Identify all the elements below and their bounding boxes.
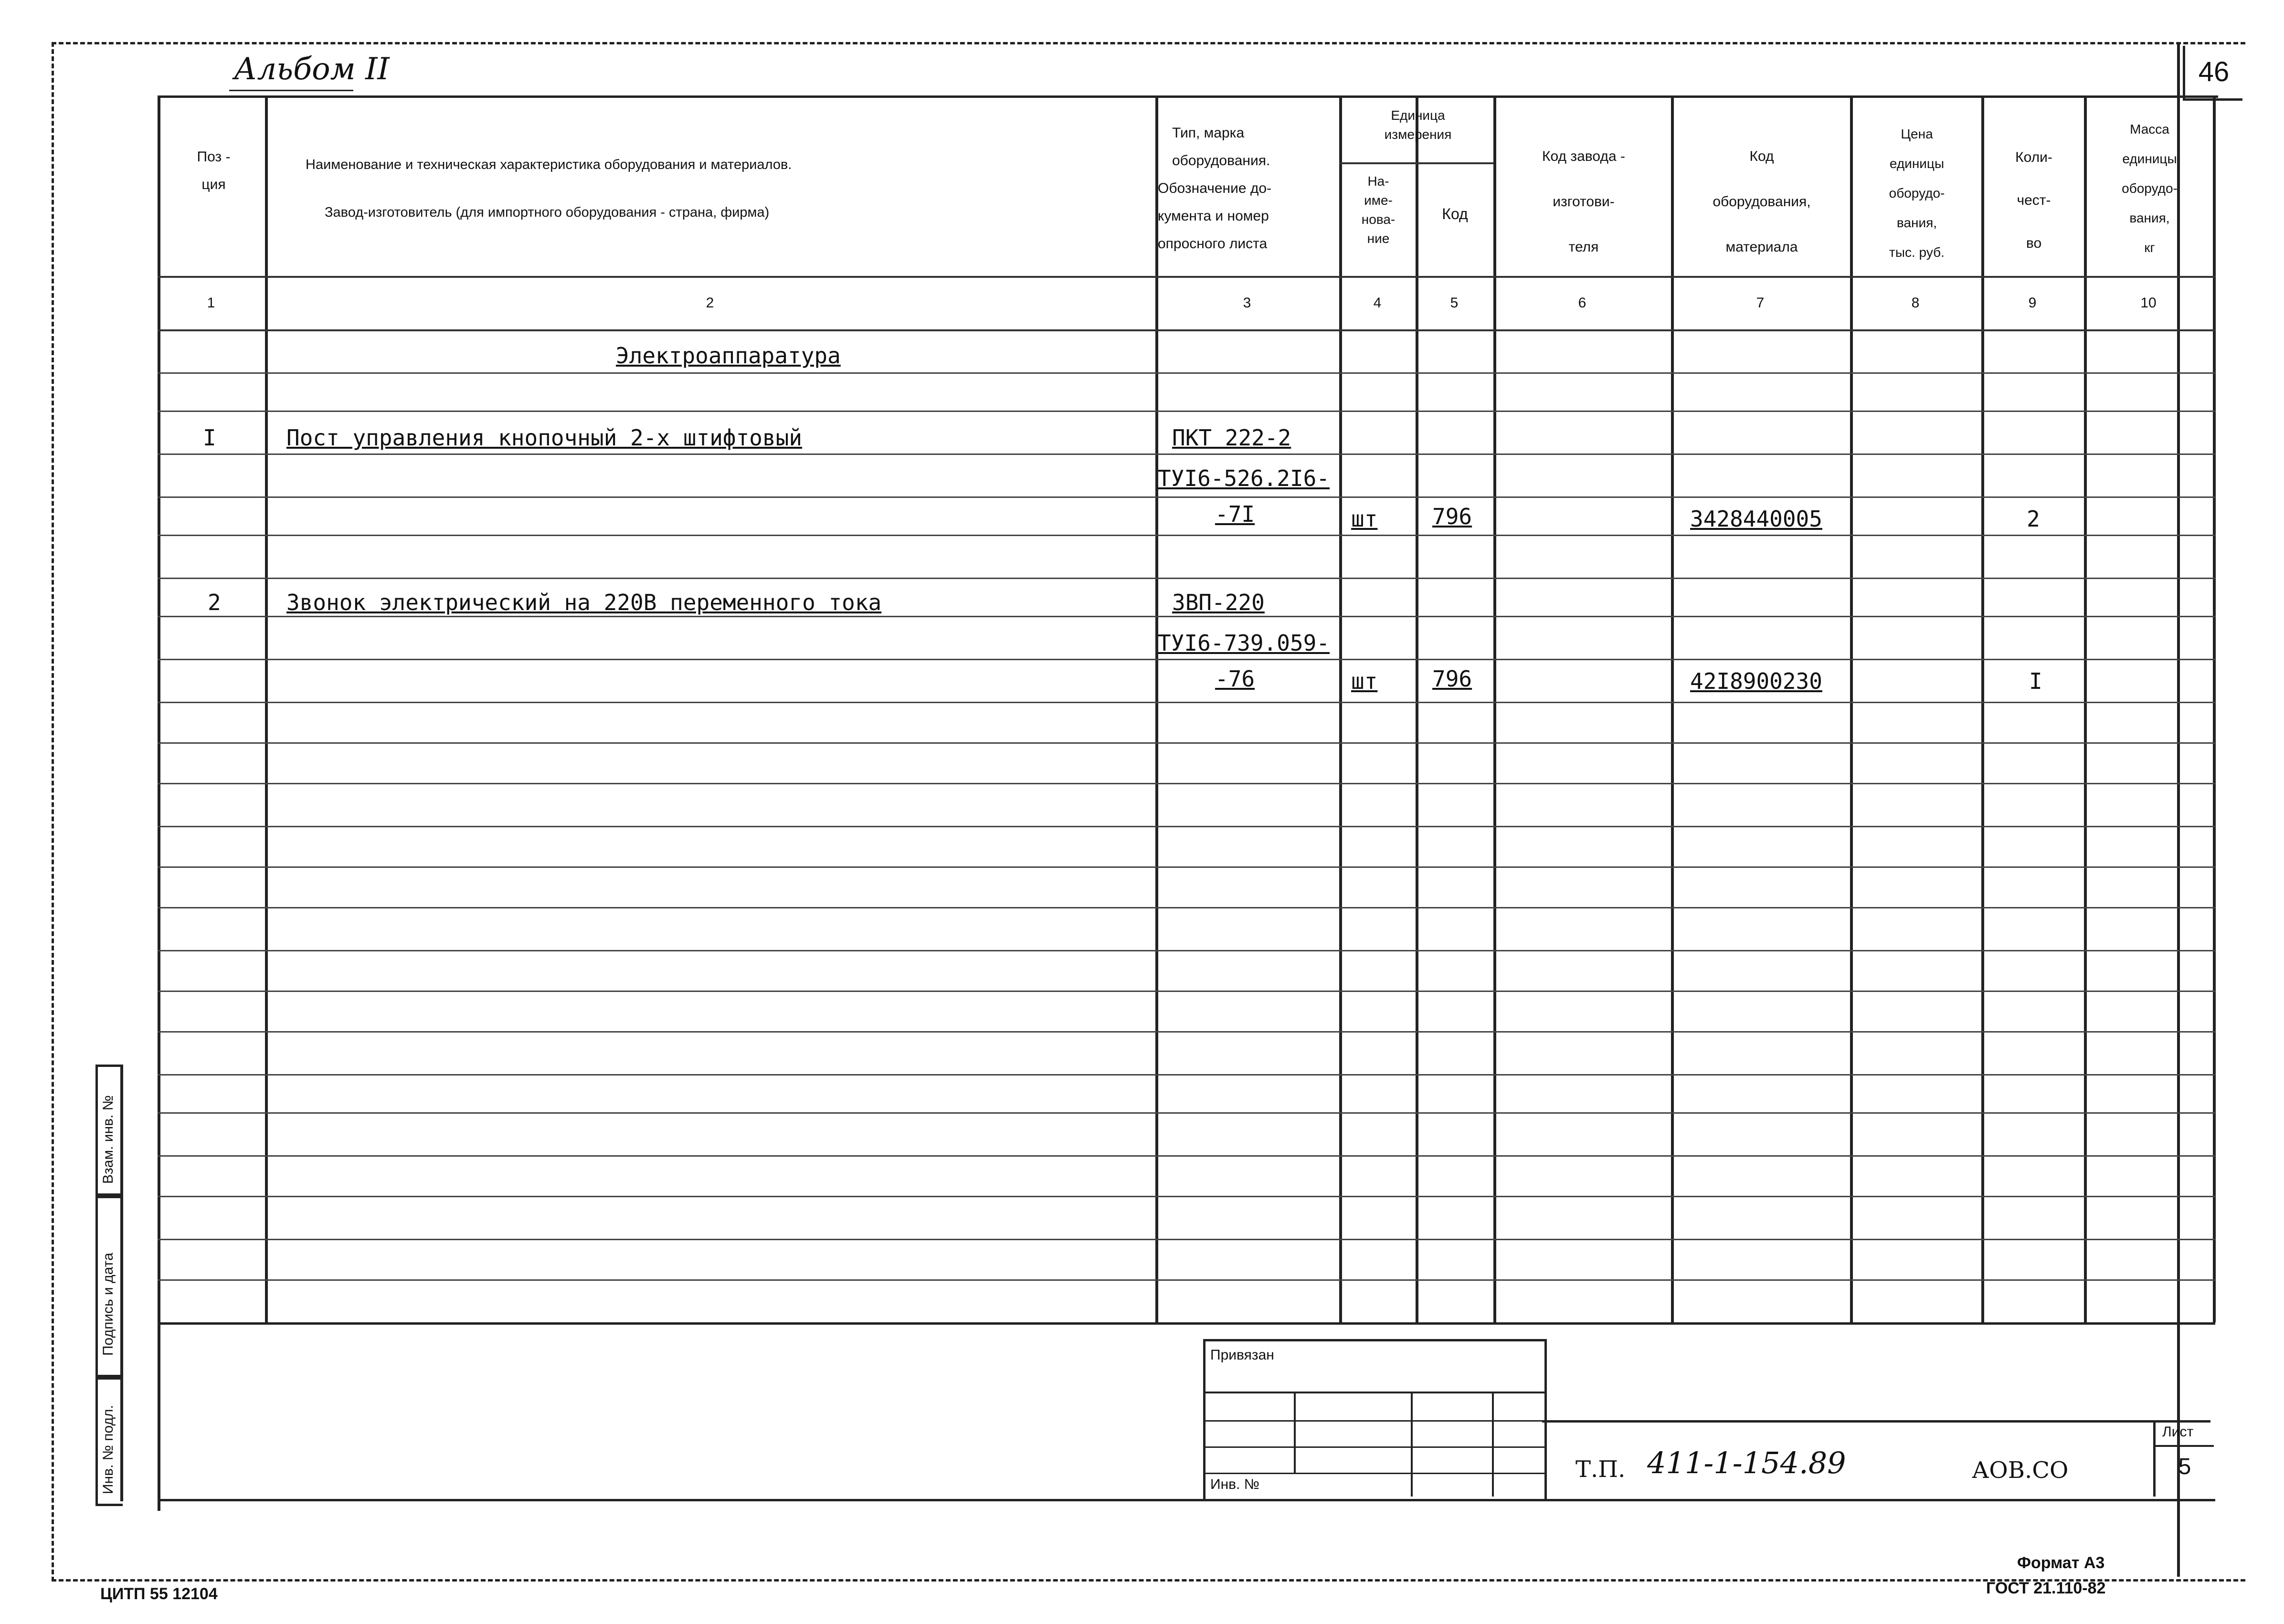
- header-col8-line: тыс. руб.: [1889, 245, 1945, 260]
- table-row-line: [158, 276, 2215, 278]
- stamp-area-top-line: [158, 1322, 2215, 1325]
- table-row-line: [1339, 162, 1493, 164]
- item-type: ЗВП-220: [1172, 590, 1265, 615]
- table-row-line: [158, 1279, 2215, 1281]
- column-number: 5: [1450, 295, 1459, 311]
- header-col6-line: изготови-: [1553, 194, 1615, 210]
- header-col3-line: опросного листа: [1158, 236, 1268, 252]
- header-col3-line: оборудования.: [1172, 153, 1270, 169]
- inv-label: Инв. №: [1210, 1476, 1259, 1492]
- linked-block: [1203, 1339, 1547, 1501]
- table-row-line: [158, 1196, 2215, 1197]
- doc-code: АОВ.СО: [1972, 1457, 2069, 1484]
- header-col8-line: оборудо-: [1889, 186, 1945, 200]
- header-col8: [1852, 119, 1981, 267]
- header-col8-line: Цена: [1901, 127, 1933, 141]
- column-number: 2: [706, 295, 714, 311]
- item-type: ТУI6-526.2I6-: [1158, 465, 1330, 491]
- table-row-line: [158, 578, 2215, 579]
- item-position: I: [203, 425, 216, 451]
- header-unit-group: [1342, 106, 1494, 144]
- column-number: 6: [1578, 295, 1586, 311]
- table-row-line: [158, 453, 2215, 455]
- table-column-line: [1416, 95, 1418, 1322]
- album-label: Альбом II: [234, 52, 390, 87]
- item-position: 2: [208, 590, 221, 615]
- header-col8-line: вания,: [1896, 215, 1937, 230]
- header-col5: Код: [1442, 205, 1468, 222]
- sheet-value: 5: [2178, 1454, 2191, 1479]
- linked-label: Привязан: [1210, 1347, 1274, 1363]
- header-col9-line: во: [2026, 235, 2042, 251]
- header-col1-line: Поз -: [197, 149, 231, 165]
- header-col10: [2086, 115, 2213, 263]
- table-row-line: [158, 991, 2215, 992]
- linked-block-col: [1492, 1392, 1494, 1497]
- table-row-line: [158, 866, 2215, 868]
- table-row-line: [158, 329, 2215, 331]
- item-name: Пост управления кнопочный 2-х штифтовый: [286, 425, 803, 451]
- header-col4: [1343, 172, 1414, 248]
- item-equipment-code: 3428440005: [1690, 506, 1822, 532]
- item-quantity: I: [2029, 668, 2042, 694]
- header-col7-line: оборудования,: [1713, 194, 1811, 210]
- footer-format: Формат А3: [2017, 1554, 2105, 1572]
- side-strip-divider: [120, 1065, 123, 1501]
- header-col10-line: единицы: [2122, 151, 2177, 166]
- item-type: ПКТ 222-2: [1172, 425, 1291, 451]
- footer-left-code: ЦИТП 55 12104: [100, 1585, 218, 1603]
- section-title: Электроаппаратура: [616, 343, 841, 369]
- item-type: ТУI6-739.059-: [1158, 630, 1330, 656]
- table-row-line: [158, 1239, 2215, 1240]
- header-col2-line: Завод-изготовитель (для импортного оборудования - страна, фирма): [325, 205, 770, 220]
- item-name: Звонок электрический на 220В переменного тока: [286, 590, 882, 615]
- column-number: 1: [207, 295, 215, 311]
- table-row-line: [158, 742, 2215, 744]
- table-row-line: [158, 783, 2215, 784]
- table-column-line: [2213, 95, 2216, 1322]
- table-row-line: [158, 372, 2215, 374]
- item-unit-name: шт: [1351, 668, 1378, 694]
- header-col3: [1158, 119, 1339, 258]
- header-col6: [1495, 134, 1672, 270]
- header-col9-line: чест-: [2017, 192, 2051, 208]
- header-col9-line: Коли-: [2015, 149, 2052, 165]
- table-row-line: [158, 535, 2215, 536]
- sheet-box-line: [2156, 1445, 2214, 1447]
- column-number: 3: [1243, 295, 1251, 311]
- header-col10-line: кг: [2144, 240, 2155, 255]
- header-col10-line: вания,: [2129, 211, 2170, 225]
- item-quantity: 2: [2027, 506, 2040, 532]
- header-col4-line: На-: [1367, 174, 1389, 189]
- header-col2: [306, 141, 1165, 236]
- column-number: 7: [1756, 295, 1765, 311]
- table-row-line: [158, 826, 2215, 827]
- header-col2-line: Наименование и техническая характеристика оборудования и материалов.: [306, 157, 792, 172]
- table-row-line: [158, 950, 2215, 951]
- header-col3-line: кумента и номер: [1158, 208, 1269, 224]
- project-prefix: Т.П.: [1576, 1456, 1626, 1483]
- table-row-line: [158, 702, 2215, 703]
- header-col1: [165, 143, 263, 199]
- footer-standard: ГОСТ 21.110-82: [1986, 1579, 2106, 1597]
- sheet-box: [2153, 1420, 2214, 1497]
- header-col7-line: материала: [1725, 239, 1798, 255]
- header-col6-line: теля: [1568, 239, 1599, 255]
- header-unit-group-line: Единица: [1391, 108, 1445, 123]
- header-col3-line: Обозначение до-: [1158, 180, 1272, 196]
- item-unit-name: шт: [1351, 506, 1378, 532]
- table-row-line: [158, 1155, 2215, 1157]
- side-label-replace-inv: Взам. инв. №: [100, 1095, 116, 1184]
- header-col6-line: Код завода -: [1542, 148, 1625, 164]
- project-number: 411-1-154.89: [1647, 1445, 1846, 1480]
- table-row-line: [158, 411, 2215, 412]
- item-type: -7I: [1215, 501, 1255, 527]
- table-row-line: [158, 496, 2215, 498]
- corner-sheet-number: 46: [2183, 46, 2242, 101]
- side-label-orig-inv: Инв. № подл.: [100, 1405, 116, 1494]
- table-row-line: [158, 1112, 2215, 1114]
- header-col10-line: Масса: [2130, 122, 2169, 137]
- item-unit-code: 796: [1432, 666, 1472, 692]
- table-column-line: [265, 95, 268, 1322]
- table-row-line: [158, 616, 2215, 617]
- table-row-line: [158, 659, 2215, 660]
- item-unit-code: 796: [1432, 504, 1472, 529]
- table-row-line: [158, 1074, 2215, 1076]
- header-col4-line: ние: [1367, 231, 1390, 246]
- item-type: -76: [1215, 666, 1255, 692]
- table-row-line: [158, 1031, 2215, 1033]
- column-number: 4: [1373, 295, 1382, 311]
- table-column-line: [1671, 95, 1674, 1322]
- header-col4-line: нова-: [1361, 212, 1396, 227]
- header-col10-line: оборудо-: [2122, 181, 2178, 196]
- header-col4-line: име-: [1364, 193, 1393, 208]
- table-column-line: [158, 95, 160, 1322]
- table-column-line: [1850, 95, 1853, 1322]
- header-col3-line: Тип, марка: [1172, 125, 1245, 141]
- item-equipment-code: 42I8900230: [1690, 668, 1822, 694]
- column-number: 8: [1911, 295, 1920, 311]
- header-col7: [1673, 134, 1850, 270]
- title-block-main: [1542, 1420, 2210, 1501]
- table-column-line: [2084, 95, 2087, 1322]
- header-unit-group-line: измерения: [1384, 127, 1452, 142]
- side-label-signature: Подпись и дата: [100, 1253, 116, 1356]
- header-col9: [1984, 136, 2084, 265]
- header-col8-line: единицы: [1889, 156, 1945, 171]
- linked-block-col: [1294, 1392, 1296, 1473]
- table-column-line: [1155, 95, 1158, 1322]
- table-row-line: [158, 907, 2215, 908]
- table-column-line: [1981, 95, 1984, 1322]
- header-col1-line: ция: [201, 177, 226, 192]
- sheet-label: Лист: [2162, 1424, 2194, 1440]
- linked-block-col: [1411, 1392, 1413, 1497]
- column-number: 10: [2140, 295, 2157, 311]
- table-column-line: [1339, 95, 1342, 1322]
- table-column-line: [1493, 95, 1496, 1322]
- header-col7-line: Код: [1749, 148, 1774, 164]
- column-number: 9: [2028, 295, 2037, 311]
- album-underline: [229, 90, 353, 91]
